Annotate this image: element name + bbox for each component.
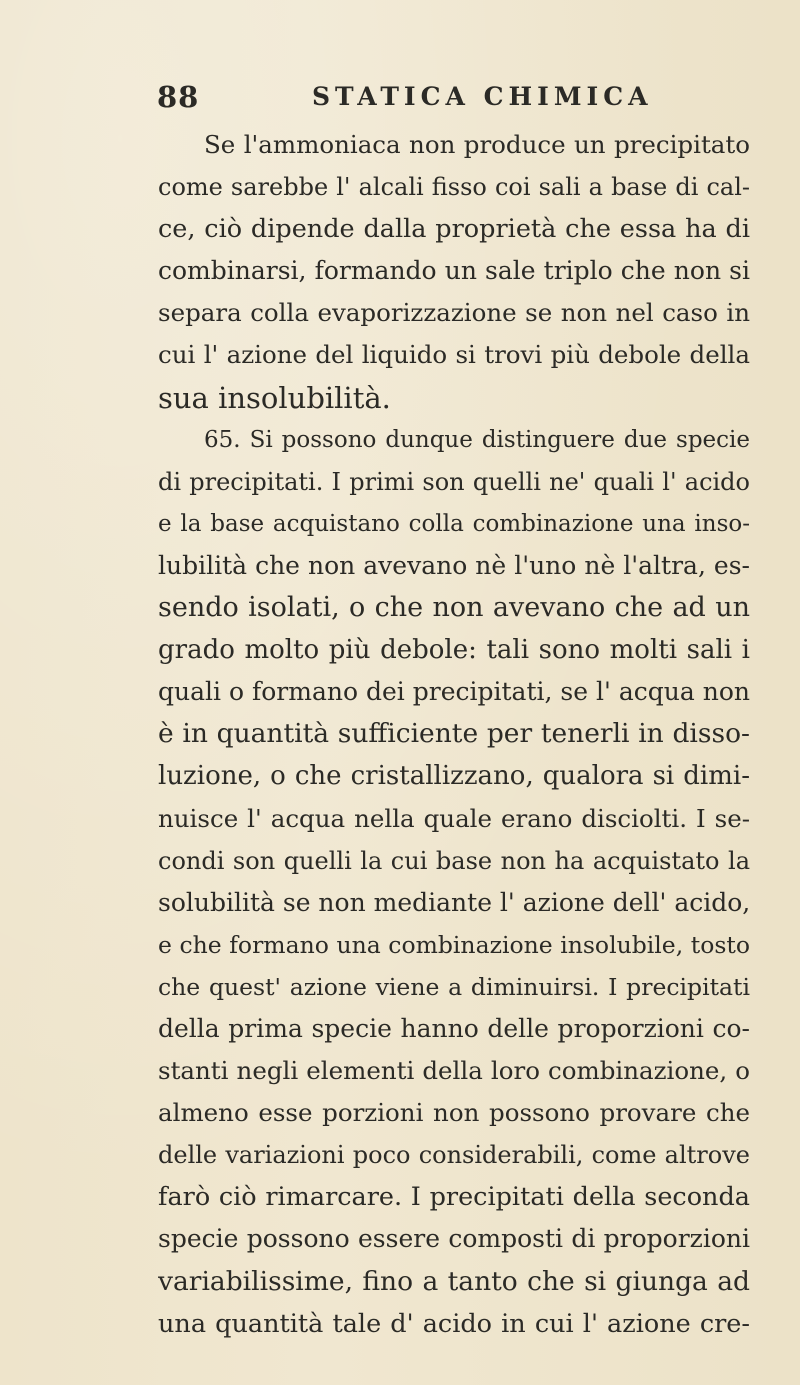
- text-line: stanti negli elementi della loro combinazione, o: [158, 1056, 750, 1086]
- text-line: sendo isolati, o che non avevano che ad un: [158, 592, 750, 624]
- running-head: STATICA CHIMICA: [312, 82, 653, 111]
- text-line: luzione, o che cristallizzano, qualora si dimi-: [158, 761, 750, 792]
- text-line: come sarebbe l' alcali fisso coi sali a base di cal-: [158, 173, 750, 202]
- text-line: condi son quelli la cui base non ha acquistato la: [158, 846, 750, 875]
- text-line: e che formano una combinazione insolubile, tosto: [158, 930, 750, 959]
- text-line: ce, ciò dipende dalla proprietà che essa ha di: [158, 214, 750, 245]
- text-line: specie possono essere composti di proporzioni: [158, 1224, 750, 1254]
- text-line: una quantità tale d' acido in cui l' azione cre-: [158, 1308, 750, 1339]
- page-number: 88: [157, 80, 200, 114]
- text-line: Se l'ammoniaca non produce un precipitato: [204, 130, 750, 159]
- text-line: separa colla evaporizzazione se non nel caso in: [158, 298, 750, 328]
- text-line: combinarsi, formando un sale triplo che non si: [158, 256, 750, 286]
- text-line: almeno esse porzioni non possono provare che: [158, 1098, 750, 1128]
- text-line: lubilità che non avevano nè l'uno nè l'altra, es-: [158, 550, 750, 580]
- text-line: nuisce l' acqua nella quale erano disciolti. I se-: [158, 803, 750, 833]
- text-line: grado molto più debole: tali sono molti sali i: [158, 635, 750, 666]
- text-line: variabilissime, fino a tanto che si giunga ad: [158, 1265, 750, 1297]
- text-line: cui l' azione del liquido si trovi più debole della: [158, 340, 750, 370]
- text-line: che quest' azione viene a diminuirsi. I precipitati: [158, 972, 750, 1001]
- text-line: delle variazioni poco considerabili, come altrove: [158, 1141, 750, 1170]
- page-header: [0, 80, 800, 120]
- text-line: 65. Si possono dunque distinguere due specie: [204, 426, 750, 453]
- text-line: solubilità se non mediante l' azione dell' acido,: [158, 887, 750, 917]
- text-line: quali o formano dei precipitati, se l' acqua non: [158, 677, 750, 707]
- body-text: [158, 124, 750, 1345]
- text-line: e la base acquistano colla combinazione una inso-: [158, 510, 750, 537]
- text-line: della prima specie hanno delle proporzioni co-: [158, 1013, 750, 1043]
- text-line: di precipitati. I primi son quelli ne' quali l' acido: [158, 467, 750, 496]
- text-line: sua insolubilità.: [158, 380, 391, 415]
- text-line: farò ciò rimarcare. I precipitati della seconda: [158, 1182, 750, 1213]
- text-line: è in quantità sufficiente per tenerli in disso-: [158, 718, 750, 750]
